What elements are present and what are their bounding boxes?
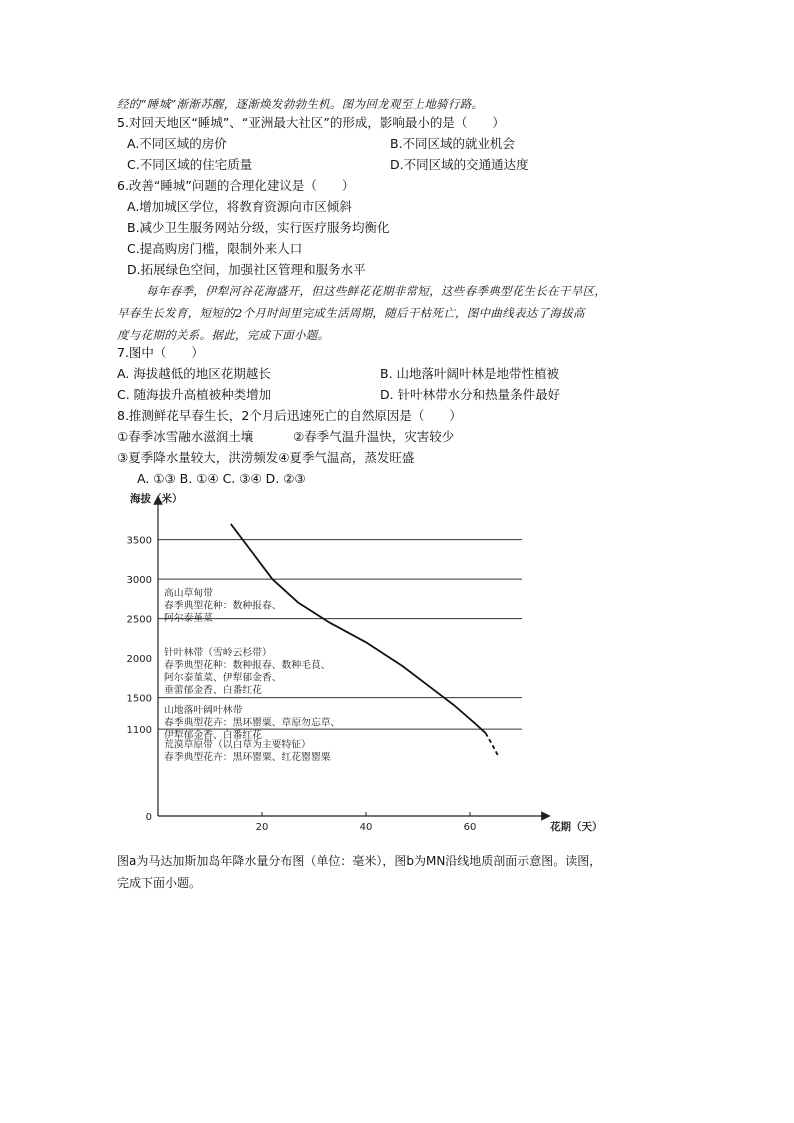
q8-choices: A. ①③ B. ①④ C. ③④ D. ②③: [137, 471, 306, 486]
altitude-flowering-chart: [110, 488, 603, 840]
q7-option-d: D. 针叶林带水分和热量条件最好: [380, 387, 561, 402]
zone-label: 春季典型花种：数种报春、数种毛茛、: [164, 659, 331, 671]
q5-option-d: D.不同区域的交通通达度: [390, 157, 529, 172]
q5-option-b: B.不同区域的就业机会: [390, 136, 516, 151]
q5-stem: 5.对回天地区“睡城”、“亚洲最大社区”的形成，影响最小的是（ ）: [117, 115, 505, 130]
q8-option-1: ①春季冰雪融水滋润土壤: [117, 429, 254, 444]
zone-label: 阿尔泰堇菜: [164, 613, 213, 625]
zone-label: 垂蕾郁金香、白番红花: [164, 684, 262, 696]
material-line-1: 每年春季，伊犁河谷花海盛开，但这些鲜花花期非常短，这些春季典型花生长在干旱区，: [146, 284, 607, 298]
q5-option-a: A.不同区域的房价: [127, 136, 227, 151]
flowering-curve-dashed: [486, 733, 499, 757]
zone-label: 荒漠草原带（以白草为主要特征）: [164, 739, 311, 751]
q7-stem: 7.图中（ ）: [117, 345, 204, 360]
y-tick-label: 1100: [126, 725, 152, 737]
y-tick-label: 3000: [126, 575, 152, 587]
x-tick-label: 60: [463, 822, 477, 833]
chart-svg: [110, 488, 603, 840]
x-tick-label: 40: [359, 822, 373, 833]
intro-tail: 经的“睡城”渐渐苏醒，逐渐焕发勃勃生机。图为回龙观至上地骑行路。: [117, 97, 484, 111]
zone-label: 春季典型花种：数种报春、: [164, 600, 282, 612]
y-tick-label: 2500: [126, 614, 152, 626]
q7-option-c: C. 随海拔升高植被种类增加: [117, 387, 272, 402]
y-tick-label: 3500: [126, 535, 152, 547]
q6-option-c: C.提高购房门槛，限制外来人口: [127, 241, 303, 256]
y-axis-label: 海拔（米）: [130, 493, 183, 505]
y-tick-label: 2000: [126, 654, 152, 666]
zone-label: 山地落叶阔叶林带: [164, 704, 243, 716]
zone-label: 春季典型花卉：黑环罂粟、红花罂罂粟: [164, 752, 331, 764]
y-tick-label: 1500: [126, 693, 152, 705]
q6-stem: 6.改善“睡城”问题的合理化建议是（ ）: [117, 178, 355, 193]
q6-option-a: A.增加城区学位，将教育资源向市区倾斜: [127, 199, 352, 214]
zone-label: 针叶林带（雪岭云杉带）: [164, 647, 272, 659]
y-tick-label: 0: [145, 812, 152, 823]
q8-option-2: ②春季气温升温快，灾害较少: [293, 429, 455, 444]
q8-stem: 8.推测鲜花早春生长，2个月后迅速死亡的自然原因是（ ）: [117, 408, 462, 423]
q7-option-b: B. 山地落叶阔叶林是地带性植被: [380, 366, 560, 381]
flowering-curve: [231, 524, 486, 733]
q6-option-d: D.拓展绿色空间，加强社区管理和服务水平: [127, 262, 366, 277]
caption-line-2: 完成下面小题。: [117, 876, 202, 890]
q5-option-c: C.不同区域的住宅质量: [127, 157, 253, 172]
q8-option-3-4: ③夏季降水量较大，洪涝频发④夏季气温高，蒸发旺盛: [117, 450, 415, 465]
material-line-2: 早春生长发育，短短的2个月时间里完成生活周期，随后干枯死亡，图中曲线表达了海拔高: [117, 306, 585, 320]
x-tick-label: 20: [255, 822, 269, 833]
caption-line-1: 图a为马达加斯加岛年降水量分布图（单位：毫米），图b为MN沿线地质剖面示意图。读图，: [117, 854, 602, 868]
zone-label: 高山草甸带: [164, 588, 213, 600]
material-line-3: 度与花期的关系。据此，完成下面小题。: [117, 328, 330, 342]
zone-label: 阿尔泰堇菜、伊犁郁金香、: [164, 672, 282, 684]
zone-label: 伊犁郁金香、白番红花: [164, 729, 262, 741]
zone-label: 春季典型花卉：黑环罂粟、草原勿忘草、: [164, 717, 341, 729]
q7-option-a: A. 海拔越低的地区花期越长: [117, 366, 271, 381]
q6-option-b: B.减少卫生服务网站分级，实行医疗服务均衡化: [127, 220, 390, 235]
x-axis-label: 花期（天）: [550, 821, 603, 833]
